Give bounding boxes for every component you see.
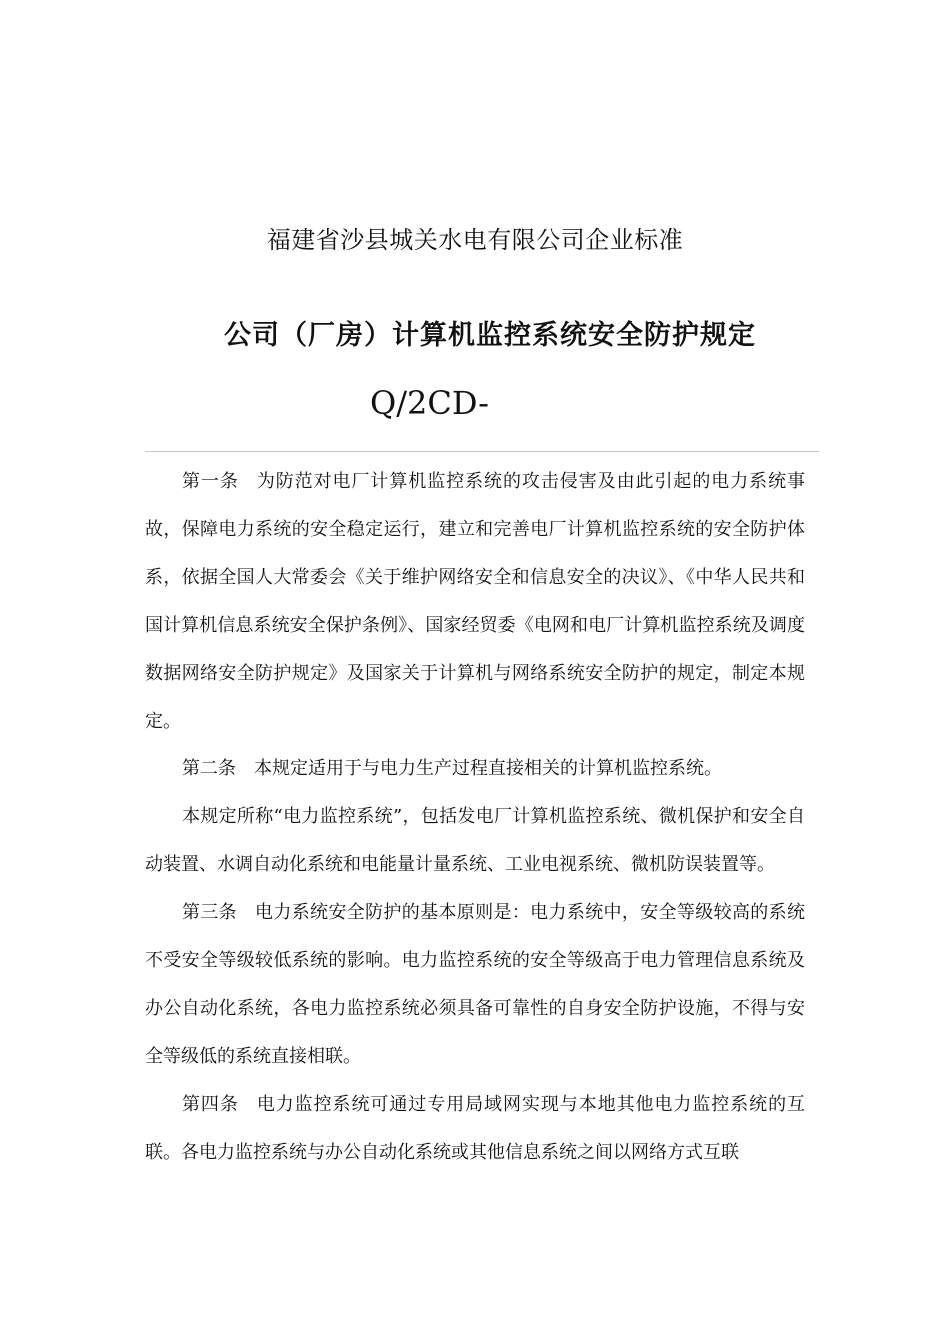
article-number: 第四条 — [182, 1093, 239, 1115]
article-4 — [145, 1081, 805, 1177]
header-divider — [145, 451, 819, 452]
article-2 — [145, 745, 805, 793]
article-text: 本规定适用于与电力生产过程直接相关的计算机监控系统。 — [254, 758, 722, 780]
article-text: 本规定所称“电力监控系统”，包括发电厂计算机监控系统、微机保护和安全自动装置、水调自动化系统和电能量计量系统、工业电视系统、微机防误装置等。 — [145, 806, 805, 876]
article-text: 电力系统安全防护的基本原则是：电力系统中，安全等级较高的系统不受安全等级较低系统的影响。电力监控系统的安全等级高于电力管理信息系统及办公自动化系统，各电力监控系统必须具备可靠性的自身安全防护设施，不得与安全等级低的系统直接相联。 — [145, 902, 805, 1067]
document-code: Q/2CD- — [370, 384, 489, 422]
company-standard-heading: 福建省沙县城关水电有限公司企业标准 — [266, 226, 684, 254]
article-number: 第三条 — [182, 902, 238, 924]
article-2-scope — [145, 793, 805, 889]
article-text: 为防范对电厂计算机监控系统的攻击侵害及由此引起的电力系统事故，保障电力系统的安全稳定运行，建立和完善电厂计算机监控系统的安全防护体系，依据全国人大常委会《关于维护网络安全和信息安全的决议》、《中华人民共和国计算机信息系统安全保护条例》、国家经贸委《电网和电厂计算机监控系统及调度数据网络安全防护规定》及国家关于计算机与网络系统安全防护的规定，制定本规定。 — [145, 471, 806, 732]
article-1 — [145, 458, 805, 745]
document-title: 公司（厂房）计算机监控系统安全防护规定 — [224, 320, 756, 351]
document-body — [145, 458, 805, 1177]
article-3 — [145, 889, 805, 1081]
article-number: 第二条 — [182, 758, 236, 780]
article-text: 电力监控系统可通过专用局域网实现与本地其他电力监控系统的互联。各电力监控系统与办公自动化系统或其他信息系统之间以网络方式互联 — [145, 1093, 806, 1163]
article-number: 第一条 — [182, 471, 239, 492]
